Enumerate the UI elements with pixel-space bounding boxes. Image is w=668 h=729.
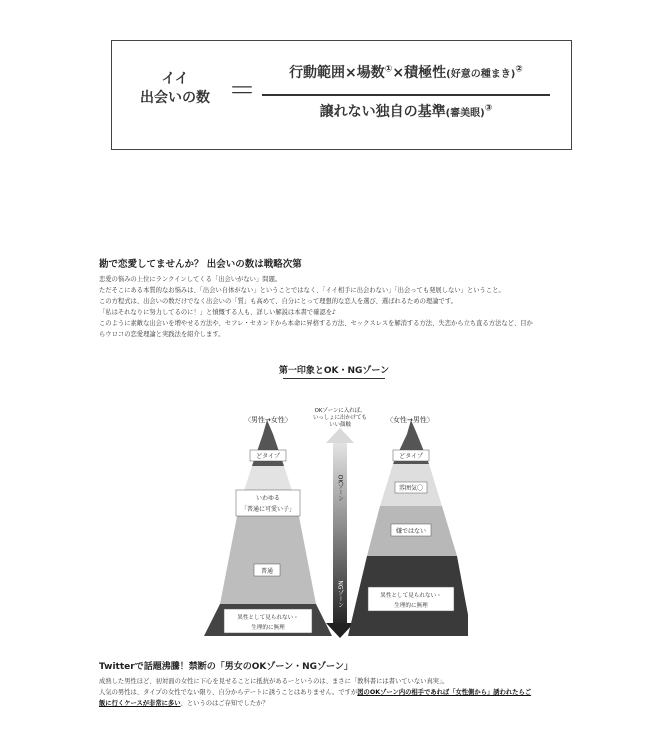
figure-title: 第一印象とOK・NGゾーン xyxy=(278,366,390,376)
article-paragraph: らウロコの恋愛理論と実践法を紹介します。 xyxy=(99,331,225,338)
footer-paragraph: 成熟した男性ほど、初対面の女性に下心を見せることに抵抗があるーというのは、まさに「教科書には書いていない真実」。 xyxy=(99,678,449,685)
article-paragraph: 恋愛の悩みの上位にランクインしてくる「出会いがない」問題。 xyxy=(99,276,282,283)
footer-text: 人気の男性は、タイプの女性でない限り、自分からデートに誘うことはありません。ですが xyxy=(99,689,358,696)
denominator-mark: ③ xyxy=(484,103,493,114)
ng-zone-label: NGゾーン xyxy=(336,580,344,608)
footer-emphasis: 図のOKゾーン内の相手であれば「女性側から」誘われたらご xyxy=(357,689,532,696)
article-paragraph: ただそこにある本質的なお悩みは、「出会い自体がない」ということではなく、「イイ相手に出会わない」「出会っても発展しない」ということ。 xyxy=(99,287,505,294)
left-label-normal: 普通 xyxy=(260,568,274,575)
denominator-note: (審美眼) xyxy=(445,108,485,119)
denominator-main: 譲れない独自の基準 xyxy=(319,104,446,120)
footer-section xyxy=(99,659,589,709)
left-label-cute-1: いわゆる xyxy=(255,495,281,502)
fraction-bar xyxy=(262,94,550,96)
formula-left-line1: イイ xyxy=(161,71,189,87)
numerator-mark2: ② xyxy=(515,64,523,75)
right-label-ng-1: 異性として見られない・ xyxy=(380,593,442,599)
article-paragraph: このように素敵な出会いを増やせる方法や、セフレ・セカンドから本命に昇格する方法、セックスレスを解消する方法、失恋から立ち直る方法など、目か xyxy=(99,320,533,327)
left-label-ng-2: 生理的に無理 xyxy=(251,625,285,631)
left-tier-normal xyxy=(220,506,316,604)
arrow-note-1: OKゾーンに入れば、 xyxy=(314,408,366,414)
equals-sign: ＝ xyxy=(228,74,257,107)
footer-paragraph xyxy=(99,687,589,698)
right-label-okay: 嫌ではない xyxy=(395,528,427,535)
footer-paragraph xyxy=(99,698,589,709)
arrow-head-up xyxy=(326,428,354,443)
numerator-sep: ×積極性 xyxy=(392,65,447,81)
formula-denominator xyxy=(262,101,550,121)
formula-numerator xyxy=(262,62,550,82)
formula-box xyxy=(111,40,572,150)
footer-emphasis: 飯に行くケースが非常に多い xyxy=(99,700,181,707)
article-section xyxy=(99,256,589,340)
right-label-type: どタイプ xyxy=(399,453,423,460)
right-label-ng-2: 生理的に無理 xyxy=(394,603,428,609)
left-label-ng-1: 異性として見られない・ xyxy=(237,615,299,621)
left-heading: 〈男性→女性〉 xyxy=(244,416,292,424)
footer-text: 、というのはご存知でしたか？ xyxy=(180,700,269,707)
arrow-note-3: いい顔触 xyxy=(329,422,351,428)
ok-zone-label: OKゾーン xyxy=(336,474,344,502)
article-paragraph: 「私はそれなりに努力してるのに！」と憤慨する人も、詳しい解説は本書で確認を♪ xyxy=(99,309,337,316)
ok-ng-diagram xyxy=(200,398,468,643)
formula-left xyxy=(132,70,218,108)
right-heading: 〈女性→男性〉 xyxy=(386,416,434,424)
left-label-cute-2: 「普通に可愛い子」 xyxy=(240,506,296,513)
arrow-note-2: いっしょに出かけても xyxy=(313,415,367,421)
article-paragraph: この方程式は、出会いの数だけでなく出会いの「質」も高めて、自分にとって理想的な恋人を選び、選ばれるための理論です。 xyxy=(99,298,457,305)
numerator-main: 行動範囲×場数 xyxy=(289,65,385,81)
numerator-mark1: ① xyxy=(384,64,393,75)
formula-left-line2: 出会いの数 xyxy=(140,90,210,106)
footer-title: Twitterで話題沸騰！禁断の「男女のOKゾーン・NGゾーン」 xyxy=(99,662,353,672)
article-title: 勘で恋愛してませんか？ 出会いの数は戦略次第 xyxy=(99,259,302,270)
left-label-type: どタイプ xyxy=(256,453,280,460)
right-label-vibe: 雰囲気〇 xyxy=(398,485,424,492)
figure-title-underline xyxy=(283,378,385,379)
numerator-note: (好意の種まき) xyxy=(446,69,516,80)
